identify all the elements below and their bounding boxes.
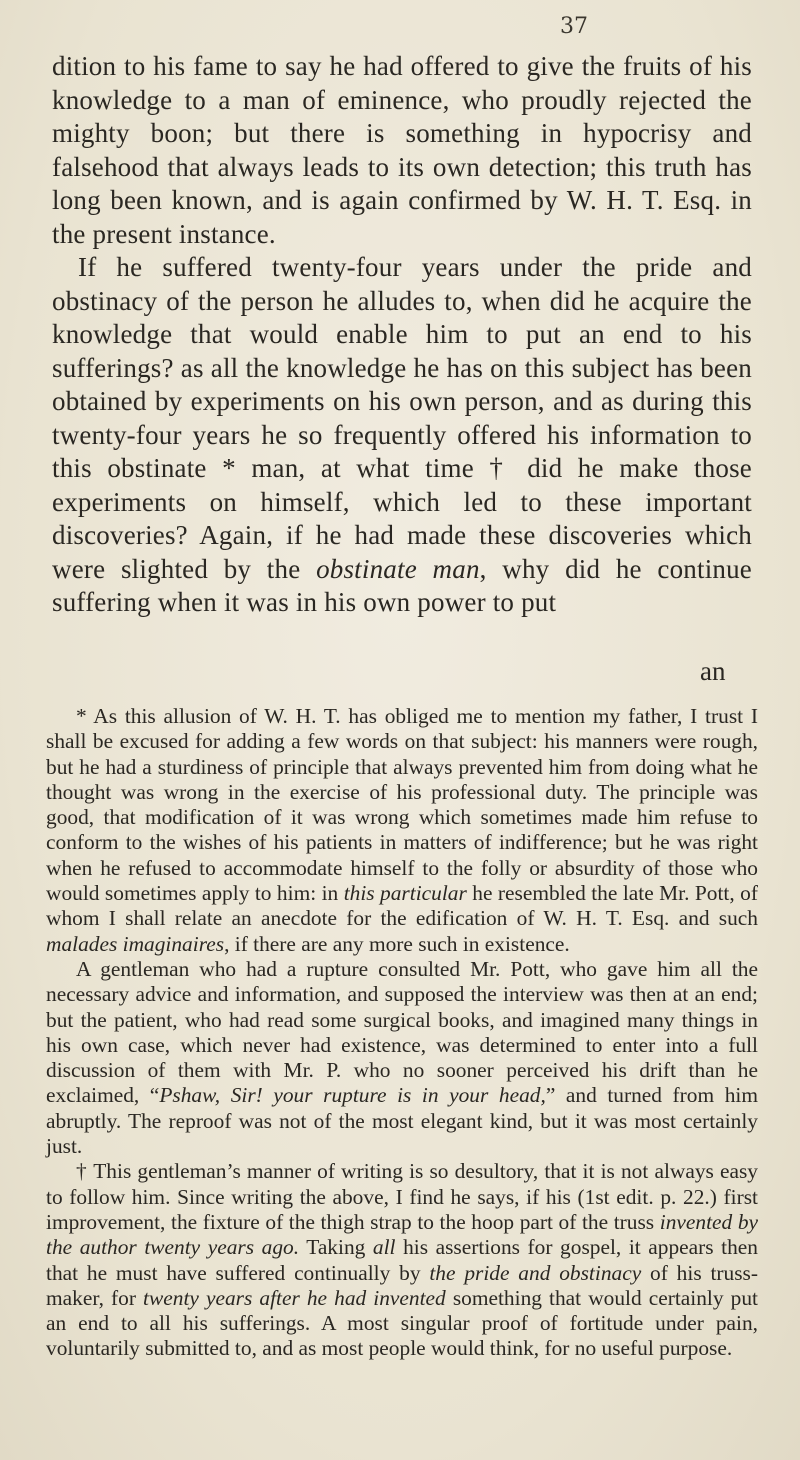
- paragraph-2: If he suffered twenty-four years under the pride and obstinacy of the person he alludes to, when did he acquire the knowledge that would enable him to put an end to his sufferings? as all the knowledge he has on this subject has been obtained by experiments on his own person, and as during this twenty-four years he so frequently offered his information to this obstinate * man, at what time † did he make those experiments on himself, which led to these important discoveries? Again, if he had made these discoveries which were slighted by the obstinate man, why did he continue suffering when it was in his own power to put: [52, 252, 752, 617]
- footnote-anecdote: A gentleman who had a rupture consulted Mr. Pott, who gave him all the necessary advice and information, and supposed the interview was then at an end; but the patient, who had read some surgical books, and imagined many things in his own case, which never had existence, was determined to enter into a full discussion of them with Mr. P. who no sooner perceived his drift than he exclaimed, “Pshaw, Sir! your rupture is in your head,” and turned from him abruptly. The reproof was not of the most elegant kind, but it was most certainly just.: [46, 956, 758, 1159]
- footnote-dagger: † This gentleman’s manner of writing is so desultory, that it is not always easy to follow him. Since writing the above, I find he says, if his (1st edit. p. 22.) first improvement, the fixture of the thigh strap to the hoop part of the truss invented by the author twenty years ago. Taking all his assertions for gospel, it appears then that he must have suffered continually by the pride and obstinacy of his truss-maker, for twenty years after he had invented something that would certainly put an end to all his sufferings. A most singular proof of fortitude under pain, voluntarily submitted to, and as most people would think, for no useful purpose.: [46, 1159, 759, 1361]
- italic-obstinate-man: obstinate man: [316, 553, 480, 584]
- main-text: [52, 50, 752, 620]
- footnote-asterisk: * As this allusion of W. H. T. has obliged me to mention my father, I trust I shall be excused for adding a few words on that subject: his manners were rough, but he had a sturdiness of principle that always prevented him from doing what he thought was wrong in the exercise of his professional duty. The principle was good, that modification of it was wrong which sometimes made him refuse to conform to the wishes of his patients in matters of indifference; but he was right when he refused to accommodate himself to the folly or absurdity of those who would sometimes apply to him: in this particular he resembled the late Mr. Pott, of whom I shall relate an anecdote for the edification of W. H. T. Esq. and such malades imaginaires, if there are any more such in existence.: [46, 704, 758, 956]
- footnotes: [46, 704, 758, 1362]
- paragraph-1: dition to his fame to say he had offered to give the fruits of his knowledge to a man of eminence, who proudly rejected the mighty boon; but there is something in hypocrisy and falsehood that always leads to its own detection; this truth has long been known, and is again confirmed by W. H. T. Esq. in the present instance.: [52, 51, 752, 249]
- catchword: an: [700, 656, 726, 686]
- page-number: 37: [560, 14, 588, 39]
